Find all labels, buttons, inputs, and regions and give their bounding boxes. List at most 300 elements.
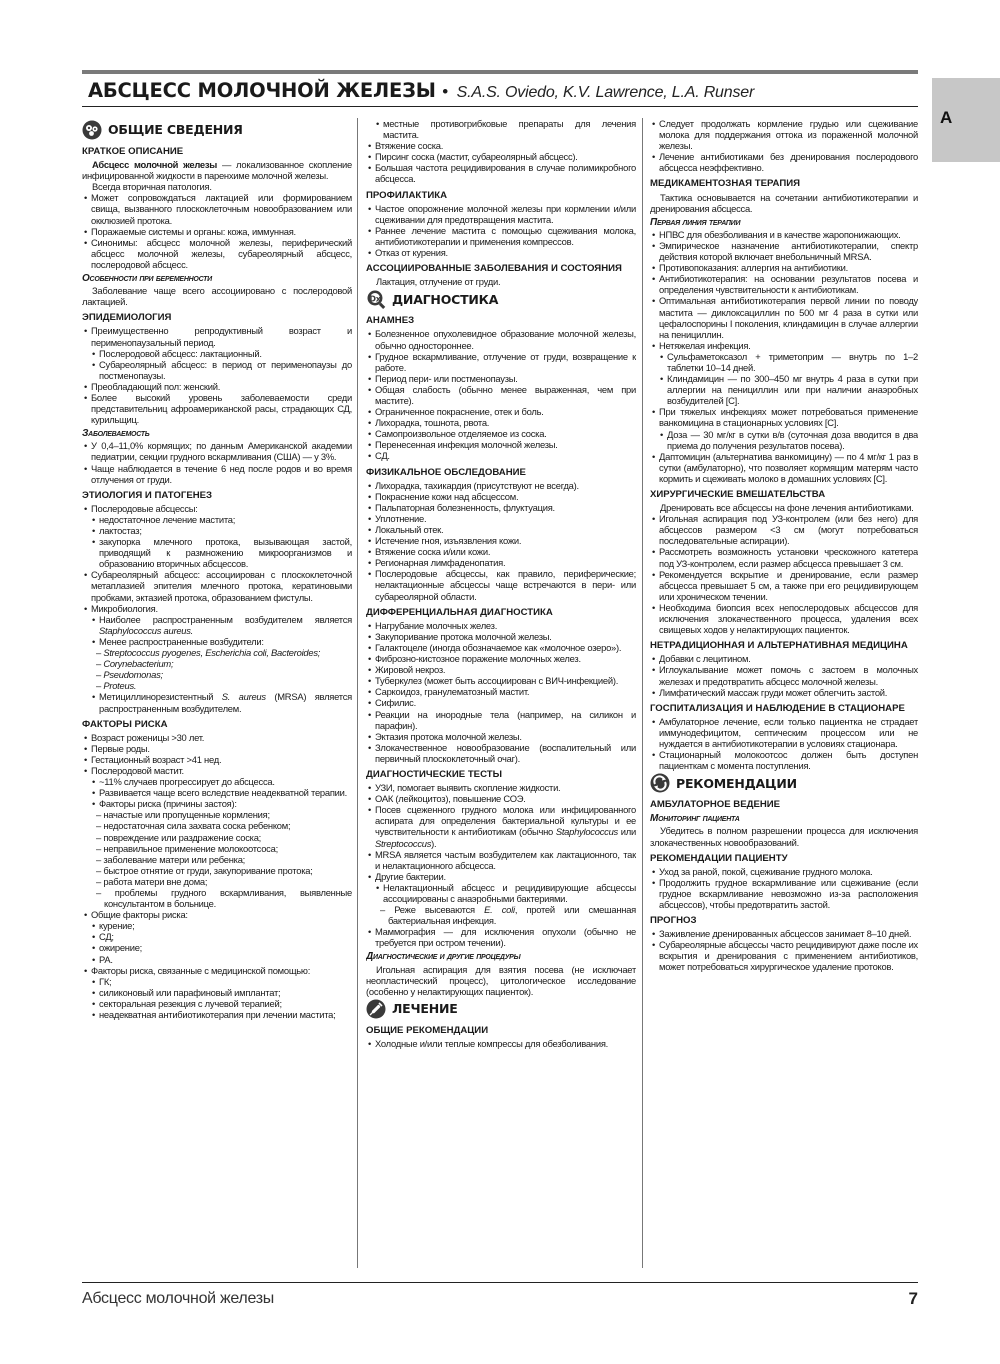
- list-item: [366, 480, 636, 491]
- section-title: ОБЩИЕ СВЕДЕНИЯ: [108, 122, 243, 138]
- text: Преобладающий пол: женский.: [91, 380, 221, 392]
- paragraph: [82, 181, 352, 192]
- text: Маммография — для исключения опухоли (обычно не требуется при остром течении).: [375, 926, 636, 949]
- subheading: [650, 813, 918, 824]
- list-item: [366, 428, 636, 439]
- list-item: [366, 675, 636, 686]
- list-item: [650, 295, 918, 339]
- list-item: [82, 965, 352, 976]
- sub-list-item: [82, 787, 352, 798]
- sub-list-item: [82, 931, 352, 942]
- list-item: [366, 926, 636, 948]
- subsection-heading: [650, 915, 918, 926]
- text: начастые или пропущенные кормления;: [103, 809, 270, 821]
- subsection-heading: [366, 190, 636, 201]
- text: повреждение или раздражение соска;: [103, 831, 262, 843]
- text: Истечение гноя, изъязвления кожи.: [375, 535, 522, 547]
- text: Иглоукалывание может помочь с застоем в молочных железах и предотвратить абсцесс молочной железы.: [659, 664, 918, 687]
- sub-list-item: [650, 429, 918, 451]
- sub-list-item: [82, 776, 352, 787]
- italic-text: Proteus.: [103, 680, 137, 692]
- list-item: [650, 546, 918, 568]
- text: (MRSA) является распространенным возбудителем.: [99, 691, 352, 714]
- text: Сульфаметоксазол + триметоприм — внутрь по 1–2 таблетки 10–14 дней.: [667, 350, 918, 373]
- text: РА.: [99, 953, 113, 965]
- text: ГОСПИТАЛИЗАЦИЯ И НАБЛЮДЕНИЕ В СТАЦИОНАРЕ: [650, 702, 905, 714]
- list-item: [366, 225, 636, 247]
- text: ДИФФЕРЕНЦИАЛЬНАЯ ДИАГНОСТИКА: [366, 606, 553, 618]
- list-item: [366, 140, 636, 151]
- text: Всегда вторичная патология.: [92, 181, 212, 193]
- list-item: [650, 273, 918, 295]
- sub-list-item: [650, 373, 918, 406]
- text: Ограниченное покраснение, отек и боль.: [375, 406, 544, 418]
- text: Субареолярные абсцессы часто рецидивируют даже после их вскрытия и дренирования с применением антибиотиков, может потребоваться хирургическое удаление протоков.: [659, 939, 918, 973]
- text: Оптимальная антибиотикотерапия первой линии по поводу мастита — диклоксациллин по 500 мг 4 раза в сутки или цефалоспорины I поколения, клиндамицин в случае аллергии на пенициллин.: [659, 295, 918, 340]
- text: неадекватная антибиотикотерапия при лечении мастита;: [99, 1009, 336, 1021]
- list-item: [366, 804, 636, 848]
- text: Даптомицин (альтернатива ванкомицину) — по 4 мг/кг 1 раз в сутки (амбулаторно), что позволяет кормящим матерям часто кормить и сцеживать молоко в домашних условиях [С].: [659, 450, 918, 484]
- dash-list-item: [82, 854, 352, 865]
- list-item: [650, 653, 918, 664]
- text: Послеродовой абсцесс: лактационный.: [99, 347, 262, 359]
- header-bar: [82, 70, 918, 74]
- text: ОБЩИЕ РЕКОМЕНДАЦИИ: [366, 1024, 489, 1036]
- sub-list-item: [82, 987, 352, 998]
- text: Холодные и/или теплые компрессы для обезболивания.: [375, 1037, 608, 1049]
- text: Уход за раной, покой, сцеживание грудного молока.: [659, 865, 873, 877]
- dash-list-item: [82, 647, 352, 658]
- italic-text: Corynebacterium;: [103, 658, 174, 670]
- list-item: [650, 240, 918, 262]
- subsection-heading: [366, 607, 636, 618]
- sub-list-item: [366, 118, 636, 140]
- text: Туберкулез (может быть ассоциирован с ВИЧ-инфекцией).: [375, 675, 619, 687]
- text: Частое опорожнение молочной железы при кормлении и/или сцеживании для предотвращения мастита.: [375, 202, 636, 225]
- list-item: [650, 406, 918, 428]
- list-item: [82, 392, 352, 425]
- sub-list-item: [82, 954, 352, 965]
- list-item: [82, 765, 352, 776]
- footer-rule: [82, 1282, 918, 1283]
- text: Лактация, отлучение от груди.: [376, 276, 501, 288]
- list-item: [366, 491, 636, 502]
- dash-list-item: [82, 865, 352, 876]
- paragraph: [650, 502, 918, 513]
- text: Послеродовые абсцессы, как правило, периферические; нелактационные абсцессы чаще встречаются в пери- или субареолярной области.: [375, 568, 636, 602]
- list-item: [366, 653, 636, 664]
- text: Мониторинг пациента: [650, 813, 740, 825]
- text: Уплотнение.: [375, 512, 427, 524]
- list-item: [82, 603, 352, 614]
- text: Нагрубание молочных желез.: [375, 619, 498, 631]
- page-number: 7: [908, 1289, 918, 1308]
- text: Противопоказания: аллергия на антибиотики.: [659, 262, 848, 274]
- italic-text: Streptococcus: [375, 837, 432, 849]
- italic-text: Staphylococcus: [555, 826, 618, 838]
- list-item: [366, 1038, 636, 1049]
- text: Регионарная лимфаденопатия.: [375, 557, 506, 569]
- list-item: [366, 247, 636, 258]
- article-title: АБСЦЕСС МОЛОЧНОЙ ЖЕЛЕЗЫ: [88, 79, 436, 102]
- text: Необходима биопсия всех непослеродовых абсцессов для исключения злокачественного процесса, удаления всех свищевых ходов у нелактирующих пациенток.: [659, 601, 918, 636]
- list-item: [650, 877, 918, 910]
- text: Послеродовые абсцессы:: [91, 502, 198, 514]
- text: ФИЗИКАЛЬНОЕ ОБСЛЕДОВАНИЕ: [366, 466, 526, 478]
- dash-list-item: [82, 809, 352, 820]
- text: работа матери вне дома;: [103, 875, 208, 887]
- sub-list-item: [82, 536, 352, 569]
- text: Развивается чаще всего вследствие неадекватной терапии.: [99, 787, 348, 799]
- text: СД;: [99, 931, 114, 943]
- text: Продолжить грудное вскармливание или сцеживание (если грудное вскармливание невозможно из-за расположения абсцессов), чтобы предотвратить застой.: [659, 876, 918, 910]
- text: недостаточная сила захвата соска ребенком;: [103, 820, 291, 832]
- text: ).: [431, 837, 437, 849]
- list-item: [650, 151, 918, 173]
- list-item: [366, 203, 636, 225]
- column-divider: [357, 118, 358, 1268]
- text: УЗИ, помогает выявить скопление жидкости.: [375, 782, 561, 794]
- paragraph: [650, 192, 918, 214]
- text: Может сопровождаться лактацией или формированием свища, вызванного плоскоклеточным новообразованием или окклюзией протока.: [91, 192, 352, 226]
- sub-list-item: [82, 920, 352, 931]
- subsection-heading: [650, 853, 918, 864]
- list-item: [82, 743, 352, 754]
- text: Добавки с лецитином.: [659, 653, 751, 665]
- list-item: [82, 440, 352, 462]
- text: ГК;: [99, 975, 112, 987]
- text: Послеродовой мастит.: [91, 764, 184, 776]
- section-heading: [82, 120, 352, 140]
- sub-list-item: [82, 998, 352, 1009]
- text: Раннее лечение мастита с помощью сцеживания молока, антибиотикотерапии и применения компрессов.: [375, 224, 636, 247]
- section-heading: [650, 773, 918, 793]
- list-item: [366, 384, 636, 406]
- text: ХИРУРГИЧЕСКИЕ ВМЕШАТЕЛЬСТВА: [650, 489, 826, 500]
- italic-text: Pseudomonas;: [103, 669, 163, 681]
- text: быстрое отнятие от груди, закупоривание протока;: [103, 864, 313, 876]
- text: секторальная резекция с лучевой терапией;: [99, 997, 282, 1009]
- text: Гестационный возраст >41 нед.: [91, 753, 222, 765]
- text: КРАТКОЕ ОПИСАНИЕ: [82, 146, 184, 157]
- text: Пальпаторная болезненность, флуктуация.: [375, 501, 555, 513]
- subsection-heading: [366, 315, 636, 326]
- text: Жировой некроз.: [375, 664, 446, 676]
- subheading: [366, 951, 636, 962]
- running-title: Абсцесс молочной железы: [82, 1290, 274, 1307]
- list-item: [650, 229, 918, 240]
- text: или: [617, 826, 636, 838]
- sub-list-item: [82, 614, 352, 636]
- list-item: [82, 192, 352, 225]
- text: Пирсинг соска (мастит, субареолярный абсцесс).: [375, 151, 578, 163]
- text: ~11% случаев прогрессирует до абсцесса.: [99, 776, 275, 788]
- list-item: [82, 463, 352, 485]
- sub-list-item: [650, 351, 918, 373]
- text: Закупоривание протока молочной железы.: [375, 630, 552, 642]
- text: Игольная аспирация под УЗ-контролем (или без него) для абсцессов размером <3 см (могут потребоваться последовательные аспирации).: [659, 513, 918, 547]
- paragraph: [366, 276, 636, 287]
- sub-list-item: [82, 348, 352, 359]
- title-rule: [82, 106, 918, 107]
- list-item: [366, 351, 636, 373]
- subsection-heading: [650, 640, 918, 651]
- dash-list-item: [82, 876, 352, 887]
- text: — локализованное скопление инфицированной жидкости в паренхиме молочной железы.: [82, 159, 352, 182]
- svg-text:Dx: Dx: [369, 294, 381, 304]
- list-item: [366, 450, 636, 461]
- text: Заживление дренированных абсцессов занимает 8–10 дней.: [659, 928, 912, 940]
- text: Доза — 30 мг/кг в сутки в/в (суточная доза вводится в два приема до получения результатов посева).: [667, 428, 918, 451]
- subheading: [650, 217, 918, 228]
- list-item: [366, 513, 636, 524]
- sub-list-item: [366, 882, 636, 904]
- subsection-heading: [650, 178, 918, 189]
- text: Общие факторы риска:: [91, 909, 188, 921]
- page-title: [88, 79, 928, 102]
- sub-list-item: [82, 1009, 352, 1020]
- list-item: [366, 502, 636, 513]
- subsection-heading: [366, 467, 636, 478]
- text: Наиболее распространенным возбудителем является: [99, 613, 352, 625]
- tab-letter: А: [940, 108, 953, 127]
- text: Локальный отек.: [375, 524, 444, 535]
- list-item: [650, 513, 918, 546]
- text: , протей или смешанная бактериальная инфекция.: [388, 904, 636, 927]
- text: курение;: [99, 920, 135, 932]
- text: MRSA является частым возбудителем как лактационного, так и нелактационного абсцесса.: [375, 848, 636, 871]
- section-title: РЕКОМЕНДАЦИИ: [676, 775, 797, 791]
- list-item: [366, 642, 636, 653]
- text: Менее распространенные возбудители:: [99, 635, 264, 647]
- text: ПРОФИЛАКТИКА: [366, 189, 448, 201]
- text: ДИАГНОСТИЧЕСКИЕ ТЕСТЫ: [366, 768, 503, 780]
- subsection-heading: [650, 799, 918, 810]
- dash-list-item: [82, 832, 352, 843]
- subsection-heading: [366, 769, 636, 780]
- text: Лихорадка, тошнота, рвота.: [375, 417, 490, 429]
- text: Перенесенная инфекция молочной железы.: [375, 439, 558, 451]
- italic-text: Staphylococcus aureus.: [99, 624, 194, 636]
- text: Большая частота рецидивирования в случае полимикробного абсцесса.: [375, 162, 636, 185]
- dash-list-item: [82, 658, 352, 669]
- text-column-1: [82, 118, 352, 1273]
- text: неправильное применение молокоотсоса;: [103, 842, 278, 854]
- arrows-cycle-icon: [650, 773, 670, 793]
- italic-text: E. coli: [484, 904, 515, 916]
- article-authors: S.A.S. Oviedo, K.V. Lawrence, L.A. Runser: [456, 84, 755, 101]
- list-item: [650, 716, 918, 749]
- text: Клиндамицин — по 300–450 мг внутрь 4 раза в сутки при аллергии на пенициллин или при наличии анаэробных возбудителей [С].: [667, 373, 918, 407]
- list-item: [366, 620, 636, 631]
- list-item: [366, 162, 636, 184]
- text: Другие бактерии.: [375, 870, 446, 882]
- text: Реакции на инородные тела (например, на силикон и парафин).: [375, 708, 636, 731]
- column-divider: [642, 118, 643, 1268]
- list-item: [366, 546, 636, 557]
- text: Общая слабость (обычно менее выраженная, чем при мастите).: [375, 383, 636, 406]
- syringe-icon: [366, 999, 386, 1019]
- list-item: [650, 928, 918, 939]
- text: Чаще наблюдается в течение 6 нед после родов и во время отлучения от груди.: [91, 462, 352, 485]
- dash-list-item: [82, 843, 352, 854]
- sub-list-item: [82, 976, 352, 987]
- text: недостаточное лечение мастита;: [99, 513, 236, 525]
- text: проблемы грудного вскармливания, выявленные консультантом в больнице.: [104, 887, 352, 910]
- text: Микробиология.: [91, 602, 158, 614]
- magnifier-dx-icon: [366, 289, 386, 309]
- list-item: [366, 686, 636, 697]
- text: Амбулаторное лечение, если только пациентка не страдает иммунодефицитом, септическим процессом или не нуждается в антибиотикотерапии в условиях стационара.: [659, 715, 918, 749]
- text: Грудное вскармливание, отлучение от груди, возвращение к работе.: [375, 350, 636, 373]
- list-item: [650, 866, 918, 877]
- definition-paragraph: [82, 159, 352, 181]
- text: ОАК (лейкоцитоз), повышение СОЭ.: [375, 793, 526, 805]
- dash-list-item: [82, 820, 352, 831]
- text: Дренировать все абсцессы на фоне лечения антибиотиками.: [660, 502, 914, 514]
- text: Самопроизвольное отделяемое из соска.: [375, 428, 547, 440]
- list-item: [366, 664, 636, 675]
- list-item: [366, 373, 636, 384]
- list-item: [82, 381, 352, 392]
- text: АМБУЛАТОРНОЕ ВЕДЕНИЕ: [650, 799, 781, 811]
- list-item: [82, 226, 352, 237]
- text: Сифилис.: [375, 697, 416, 709]
- section-title: ЛЕЧЕНИЕ: [392, 1001, 458, 1017]
- text: СД.: [375, 450, 390, 462]
- paragraph: [366, 964, 636, 997]
- list-item: [650, 664, 918, 686]
- list-item: [366, 557, 636, 568]
- text: НЕТРАДИЦИОННАЯ И АЛЬТЕРНАТИВНАЯ МЕДИЦИНА: [650, 640, 908, 652]
- text: Лимфатический массаж груди может облегчить застой.: [659, 686, 888, 698]
- text: Диагностические и другие процедуры: [366, 951, 521, 963]
- text: Рассмотреть возможность установки чрескожного катетера под УЗ-контролем, если размер абсцесса превышает 3 см.: [659, 546, 918, 569]
- text: АССОЦИИРОВАННЫЕ ЗАБОЛЕВАНИЯ И СОСТОЯНИЯ: [366, 263, 622, 275]
- term: Абсцесс молочной железы: [92, 159, 218, 171]
- bacteria-cluster-icon: [82, 120, 102, 140]
- list-item: [650, 569, 918, 602]
- text: Факторы риска, связанные с медицинской помощью:: [91, 964, 311, 976]
- text: ФАКТОРЫ РИСКА: [82, 718, 168, 730]
- subsection-heading: [82, 719, 352, 730]
- text: Игольная аспирация для взятия посева (не исключает неопластический процесс), цитологическое исследование (особенно у нелактирующих пациенток).: [366, 963, 636, 997]
- subsection-heading: [82, 146, 352, 157]
- text: Заболевание чаще всего ассоциировано с послеродовой лактацией.: [82, 285, 352, 308]
- list-item: [650, 118, 918, 151]
- subheading: [82, 428, 352, 439]
- sub-list-item: [82, 691, 352, 713]
- subsection-heading: [650, 703, 918, 714]
- list-item: [366, 328, 636, 350]
- list-item: [650, 602, 918, 635]
- text: Первая линия терапии: [650, 216, 741, 228]
- subsection-heading: [82, 312, 352, 323]
- text: Более высокий уровень заболеваемости среди представительниц афроамериканской расы, страдающих СД, курильщиц.: [91, 391, 352, 426]
- subheading: [82, 273, 352, 284]
- list-item: [366, 793, 636, 804]
- text: Втяжение соска.: [375, 140, 444, 152]
- text: Лихорадка, тахикардия (присутствуют не всегда).: [375, 479, 579, 491]
- text: Преимущественно репродуктивный возраст и перименопаузальный период.: [91, 325, 352, 348]
- list-item: [366, 568, 636, 601]
- subsection-heading: [366, 1025, 636, 1036]
- text: Эктазия протока молочной железы.: [375, 730, 522, 742]
- list-item: [366, 697, 636, 708]
- text: При тяжелых инфекциях может потребоваться применение ванкомицина в стационарных условиях [С].: [659, 406, 918, 429]
- dash-list-item: [82, 669, 352, 680]
- list-item: [650, 262, 918, 273]
- list-item: [366, 731, 636, 742]
- subsection-heading: [650, 489, 918, 500]
- text-column-3: [650, 118, 918, 1273]
- text: Метициллинорезистентный: [99, 691, 222, 703]
- text: Втяжение соска и/или кожи.: [375, 546, 491, 558]
- text: У 0,4–11,0% кормящих; по данным Американской академии педиатрии, секции грудного вскармливания (США) — у 3%.: [91, 440, 352, 463]
- text: ЭПИДЕМИОЛОГИЯ: [82, 312, 172, 324]
- list-item: [366, 417, 636, 428]
- section-heading: [366, 289, 636, 309]
- text: Особенности при беременности: [82, 273, 212, 285]
- list-item: [82, 237, 352, 270]
- text: НПВС для обезболивания и в качестве жаропонижающих.: [659, 228, 901, 240]
- list-item: [366, 849, 636, 871]
- text: ПРОГНОЗ: [650, 915, 697, 927]
- list-item: [366, 406, 636, 417]
- text: АНАМНЕЗ: [366, 315, 415, 327]
- text: ожирение;: [99, 942, 143, 954]
- section-title: ДИАГНОСТИКА: [392, 291, 499, 307]
- text: Поражаемые системы и органы: кожа, иммунная.: [91, 225, 296, 237]
- text: Субареолярный абсцесс: в период от перименопаузы до постменопаузы.: [99, 358, 352, 381]
- subsection-heading: [82, 490, 352, 501]
- alphabet-tab: [932, 78, 1000, 162]
- subsection-heading: [366, 263, 636, 274]
- list-item: [650, 749, 918, 771]
- list-item: [82, 732, 352, 743]
- sub-list-item: [82, 514, 352, 525]
- list-item: [650, 687, 918, 698]
- sub-list-item: [82, 636, 352, 647]
- text: Убедитесь в полном разрешении процесса для исключения злокачественных новообразований.: [650, 825, 918, 848]
- list-item: [366, 151, 636, 162]
- text: Субареолярный абсцесс: ассоциирован с плоскоклеточной метаплазией эпителия млечного протока, кератиновыми пробками, эктазией протока, образованием фистулы.: [91, 569, 352, 603]
- sub-list-item: [82, 359, 352, 381]
- list-item: [82, 754, 352, 765]
- text: Тактика основывается на сочетании антибиотикотерапии и дренирования абсцесса.: [650, 191, 918, 214]
- text: РЕКОМЕНДАЦИИ ПАЦИЕНТУ: [650, 852, 788, 864]
- list-item: [82, 909, 352, 920]
- sub-list-item: [82, 525, 352, 536]
- text: Саркоидоз, гранулематозный мастит.: [375, 686, 530, 698]
- list-item: [366, 439, 636, 450]
- list-item: [650, 451, 918, 484]
- text: Посев сцеженного грудного молока или инфицированного аспирата для определения бактериальной культуры и ее чувствительности к антибиотикам (обычно: [375, 804, 636, 838]
- text: закупорка млечного протока, вызывающая застой, приводящий к размножению микроорганизмов и образованию вторичных абсцессов.: [99, 536, 352, 570]
- list-item: [366, 709, 636, 731]
- text-column-2: [366, 118, 636, 1273]
- text: Заболеваемость: [82, 428, 150, 440]
- sub-list-item: [82, 798, 352, 809]
- dash-list-item: [82, 680, 352, 691]
- text: Следует продолжать кормление грудью или сцеживание молока для поддержания оттока из пораженной молочной железы.: [659, 118, 918, 152]
- italic-text: Streptococcus pyogenes, Escherichia coli, Bacteroides;: [103, 647, 321, 659]
- text: Синонимы: абсцесс молочной железы, периферический абсцесс молочной железы, субареолярный абсцесс, послеродовой абсцесс.: [91, 236, 352, 270]
- text: Фиброзно-кистозное поражение молочных желез.: [375, 653, 581, 665]
- italic-text: S. aureus: [221, 691, 266, 703]
- text: заболевание матери или ребенка;: [103, 853, 246, 865]
- list-item: [366, 871, 636, 882]
